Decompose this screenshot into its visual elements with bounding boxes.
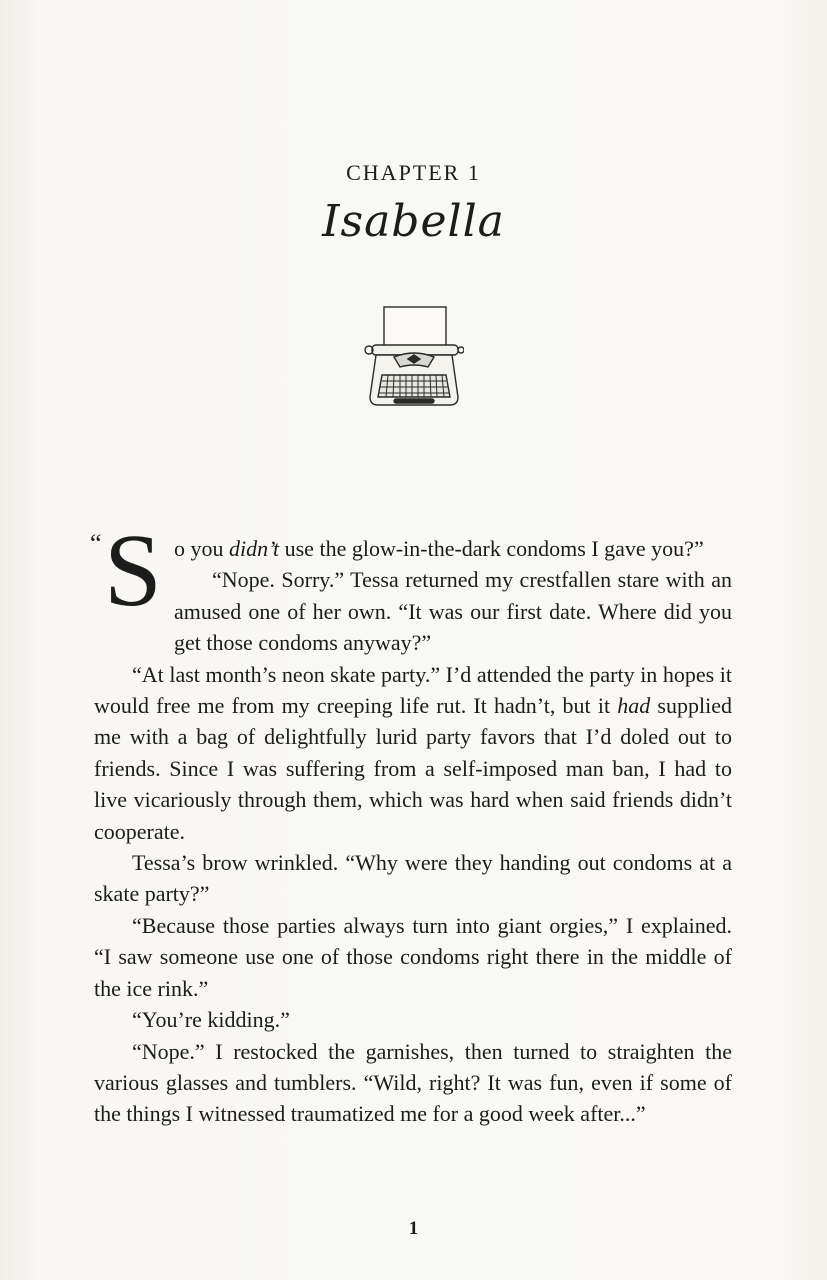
drop-cap-letter: S bbox=[104, 513, 162, 628]
chapter-title: Isabella bbox=[322, 196, 505, 247]
paragraph bbox=[94, 1036, 732, 1130]
text-run: use the glow-in-the-dark condoms I gave you?” bbox=[279, 536, 704, 561]
chapter-label: CHAPTER 1 bbox=[346, 160, 481, 185]
paragraph bbox=[94, 1004, 732, 1035]
text-run: “At last month’s neon skate party.” I’d attended the party in hopes it would free me from my creeping life rut. It hadn’t, but it bbox=[94, 661, 732, 719]
text-run: “Nope. Sorry.” Tessa returned my crestfallen stare with an amused one of her own. “It was our first date. Where did you get those condoms anyway?” bbox=[174, 567, 732, 656]
text-run: “Because those parties always turn into giant orgies,” I explained. “I saw someone use one of those condoms right there in the middle of the ice rink.” bbox=[94, 912, 732, 1001]
text-run: supplied me with a bag of delightfully lurid party favors that I’d doled out to friends. Since I was suffering from a self-imposed man ban, I had to live vicariously through them, which was hard when said friends didn’t cooperate. bbox=[94, 693, 732, 844]
emphasis-text: had bbox=[617, 693, 651, 719]
text-run: Tessa’s brow wrinkled. “Why were they handing out condoms at a skate party?” bbox=[94, 850, 732, 907]
chapter-body bbox=[90, 513, 732, 1130]
drop-cap-quote: “ bbox=[90, 529, 102, 558]
text-run: “Nope.” I restocked the garnishes, then turned to straighten the various glasses and tumblers. “Wild, right? It was fun, even if some of the things I witnessed traumatized me for a good week after...” bbox=[94, 1038, 732, 1127]
page-number: 1 bbox=[408, 1218, 419, 1239]
text-run: “You’re kidding.” bbox=[132, 1007, 290, 1033]
paragraph bbox=[94, 659, 732, 847]
text-run: o you bbox=[174, 536, 229, 561]
paragraph bbox=[94, 564, 732, 658]
paragraph bbox=[94, 847, 732, 910]
drop-cap bbox=[90, 513, 170, 629]
emphasis-text: didn’t bbox=[229, 536, 280, 561]
paragraph bbox=[94, 910, 732, 1004]
typewriter-icon bbox=[364, 305, 464, 413]
